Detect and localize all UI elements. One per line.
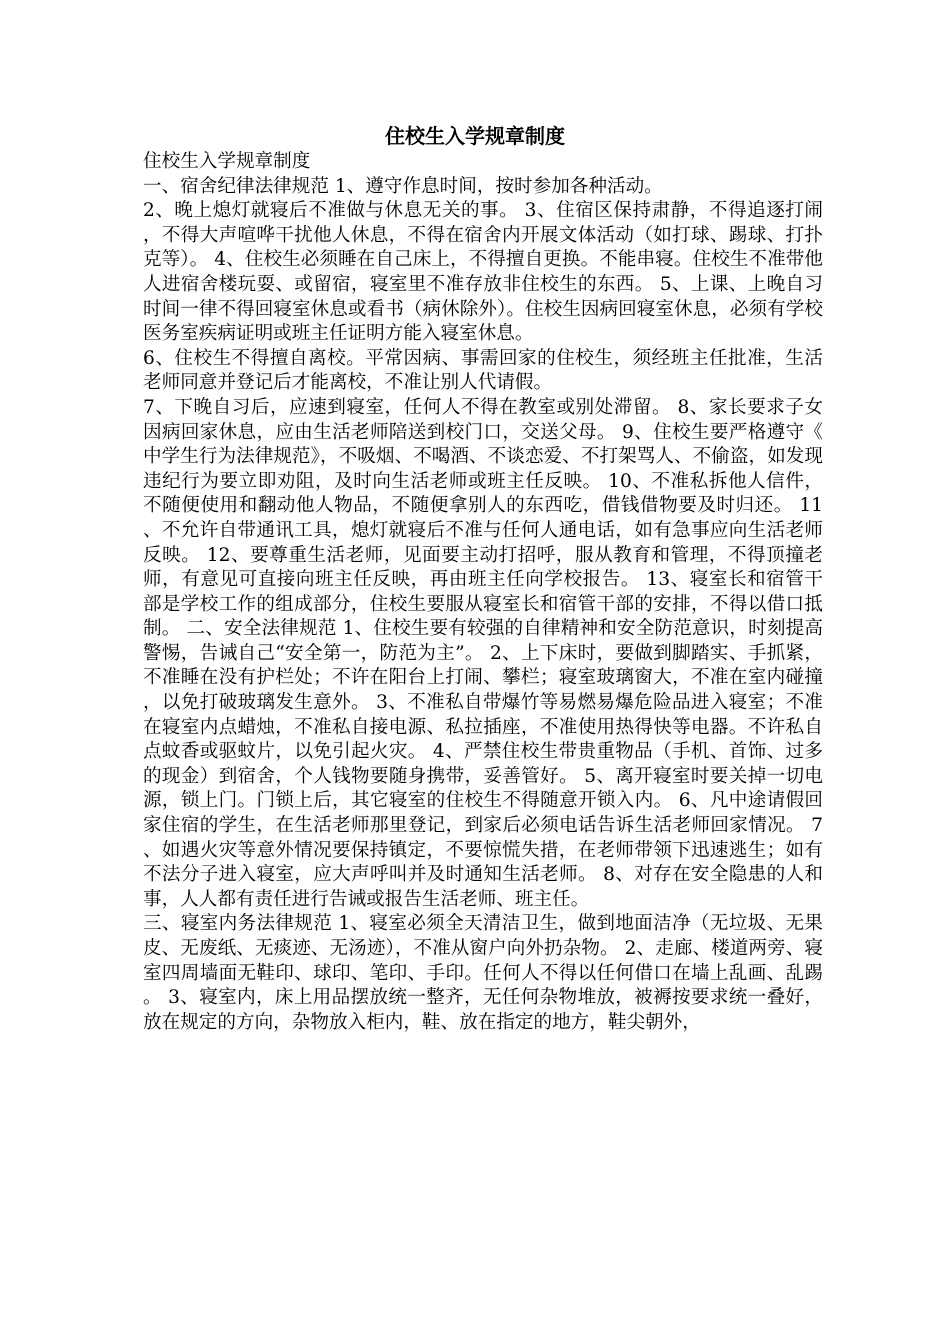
document-body bbox=[143, 150, 823, 1035]
paragraph: 7、下晚自习后，应速到寝室，任何人不得在教室或别处滞留。 8、家长要求子女因病回家休息，应由生活老师陪送到校门口，交送父母。 9、住校生要严格遵守《中学生行为法律规范》，不吸烟、不喝酒、不谈恋爱、不打架骂人、不偷盗，如发现违纪行为要立即劝阻，及时向生活老师或班主任反映。 10、不准私拆他人信件，不随便使用和翻动他人物品，不随便拿别人的东西吃，借钱借物要及时归还。 11、不允许自带通讯工具，熄灯就寝后不准与任何人通电话，如有急事应向生活老师反映。 12、要尊重生活老师，见面要主动打招呼，服从教育和管理，不得顶撞老师，有意见可直接向班主任反映，再由班主任向学校报告。 13、寝室长和宿管干部是学校工作的组成部分，住校生要服从寝室长和宿管干部的安排，不得以借口抵制。 二、安全法律规范 1、住校生要有较强的自律精神和安全防范意识，时刻提高警惕，告诫自己“安全第一，防范为主”。 2、上下床时，要做到脚踏实、手抓紧，不准睡在没有护栏处；不许在阳台上打闹、攀栏；寝室玻璃窗大，不准在室内碰撞，以免打破玻璃发生意外。 3、不准私自带爆竹等易燃易爆危险品进入寝室；不准在寝室内点蜡烛，不准私自接电源、私拉插座，不准使用热得快等电器。不许私自点蚊香或驱蚊片，以免引起火灾。 4、严禁住校生带贵重物品（手机、首饰、过多的现金）到宿舍，个人钱物要随身携带，妥善管好。 5、离开寝室时要关掉一切电源，锁上门。门锁上后，其它寝室的住校生不得随意开锁入内。 6、凡中途请假回家住宿的学生，在生活老师那里登记，到家后必须电话告诉生活老师回家情况。 7、如遇火灾等意外情况要保持镇定，不要惊慌失措，在老师带领下迅速逃生；如有不法分子进入寝室，应大声呼叫并及时通知生活老师。 8、对存在安全隐患的人和事，人人都有责任进行告诫或报告生活老师、班主任。 bbox=[143, 396, 823, 910]
paragraph: 三、寝室内务法律规范 1、寝室必须全天清洁卫生，做到地面洁净（无垃圾、无果皮、无废纸、无痰迹、无汤迹），不准从窗户向外扔杂物。 2、走廊、楼道两旁、寝室四周墙面无鞋印、球印、笔印、手印。任何人不得以任何借口在墙上乱画、乱踢。 3、寝室内，床上用品摆放统一整齐，无任何杂物堆放，被褥按要求统一叠好，放在规定的方向，杂物放入柜内，鞋、放在指定的地方，鞋尖朝外， bbox=[143, 913, 823, 1033]
paragraph: 6、住校生不得擅自离校。平常因病、事需回家的住校生，须经班主任批准，生活老师同意并登记后才能离校，不准让别人代请假。 bbox=[143, 347, 823, 394]
paragraph: 2、晚上熄灯就寝后不准做与休息无关的事。 3、住宿区保持肃静，不得追逐打闹，不得大声喧哗干扰他人休息，不得在宿舍内开展文体活动（如打球、踢球、打扑克等）。 4、住校生必须睡在自己床上，不得擅自更换。不能串寝。住校生不准带他人进宿舍楼玩耍、或留宿，寝室里不准存放非住校生的东西。 5、上课、上晚自习时间一律不得回寝室休息或看书（病休除外）。住校生因病回寝室休息，必须有学校医务室疾病证明或班主任证明方能入寝室休息。 bbox=[143, 200, 823, 345]
document-title: 住校生入学规章制度 bbox=[385, 124, 565, 148]
paragraph: 住校生入学规章制度 bbox=[143, 151, 311, 172]
paragraph: 一、宿舍纪律法律规范 1、遵守作息时间，按时参加各种活动。 bbox=[143, 175, 663, 197]
